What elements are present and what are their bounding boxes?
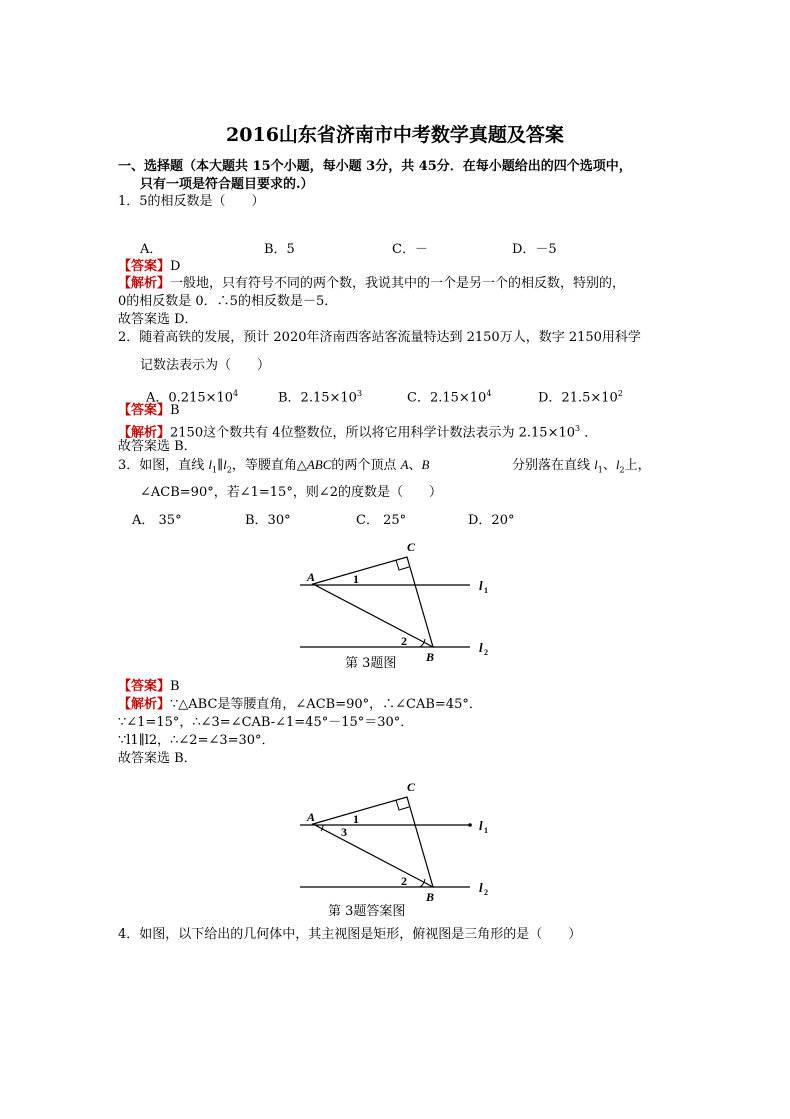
q2-option-c-exp: 4 <box>486 389 492 398</box>
q1-option-c: C．－ <box>392 242 428 257</box>
q1-conclusion: 故答案选 D． <box>118 312 198 327</box>
q2-option-a-exp: 4 <box>233 389 239 398</box>
q2-option-a-label: A．0.215×10 <box>146 390 234 406</box>
label-l2: l <box>479 640 483 655</box>
q2-answer: B <box>170 403 180 418</box>
label-l1: l <box>479 818 483 833</box>
label-l1-sub: 1 <box>484 586 488 595</box>
label-b: B <box>426 890 435 904</box>
q3-parallel: ∥ <box>217 458 224 473</box>
label-a: A <box>307 810 316 824</box>
q2-answer-row <box>118 403 180 419</box>
right-angle-mark <box>396 560 409 570</box>
q1-option-d: D．－5 <box>512 242 557 257</box>
page-title: 2016山东省济南市中考数学真题及答案 <box>226 124 564 146</box>
analysis-tag: 【解析】 <box>118 276 171 291</box>
q3-figure <box>295 535 495 665</box>
label-b: B <box>426 650 435 664</box>
q3-option-c: C． 25° <box>356 513 407 528</box>
q3-stem-d: 分别落在直线 <box>512 458 595 473</box>
line-l1-endpoint <box>468 823 472 827</box>
label-angle-3: 3 <box>341 825 347 839</box>
q2-option-c <box>407 386 491 406</box>
q2-option-c-label: C．2.15×10 <box>407 390 487 406</box>
section-heading-line2: 只有一项是符合题目要求的.） <box>140 177 314 192</box>
q3-stem-line1 <box>118 457 429 479</box>
q3-option-b: B．30° <box>245 513 291 528</box>
q2-option-b <box>278 386 362 406</box>
q3-l1-sub: 1 <box>212 465 218 475</box>
q2-stem-line2: 记数法表示为（ ） <box>140 358 271 373</box>
q2-analysis-end: ． <box>580 425 598 441</box>
right-angle-mark <box>396 800 409 810</box>
q3-comma: 、 <box>408 458 422 473</box>
answer-tag: 【答案】 <box>118 679 171 694</box>
q3-abc: ABC <box>306 457 332 472</box>
label-angle-2: 2 <box>401 634 407 648</box>
q3-option-a: A． 35° <box>132 513 182 528</box>
q3-answer: B <box>170 679 180 694</box>
triangle-abc <box>313 557 433 647</box>
q3-option-d: D．20° <box>468 513 515 528</box>
q3-figure-caption: 第 3题图 <box>345 656 397 671</box>
q3-l1b: l <box>594 457 598 472</box>
q3-stem-c: 的两个顶点 <box>331 458 401 473</box>
label-angle-1: 1 <box>353 812 359 826</box>
q3-answer-row <box>118 679 180 695</box>
q2-option-b-label: B．2.15×10 <box>278 390 357 406</box>
q2-conclusion: 故答案选 B． <box>118 439 197 454</box>
q3-stem-a: 3．如图，直线 <box>118 458 209 473</box>
label-l2: l <box>479 880 483 895</box>
label-l1-sub: 1 <box>484 826 488 835</box>
q3-l2b-sub: 2 <box>619 465 625 475</box>
q2-option-d-exp: 2 <box>617 389 623 398</box>
q3-comma2: 、 <box>602 458 616 473</box>
q1-analysis-line2: 0的相反数是 0．∴5的相反数是－5． <box>118 294 338 309</box>
analysis-tag: 【解析】 <box>118 425 171 441</box>
q2-option-b-exp: 3 <box>356 389 363 398</box>
q3-l1b-sub: 1 <box>597 465 603 475</box>
q4-stem: 4．如图，以下给出的几何体中，其主视图是矩形，俯视图是三角形的是（ ） <box>118 927 582 942</box>
label-c: C <box>407 780 416 794</box>
q3-l1: l <box>208 457 213 472</box>
q3-analysis-row <box>118 697 482 713</box>
q3-conclusion: 故答案选 B． <box>118 751 197 766</box>
q3-a: A <box>400 457 409 472</box>
answer-tag: 【答案】 <box>118 259 171 274</box>
q3-l2: l <box>223 457 227 472</box>
q3-analysis-line3: ∵l1∥l2，∴∠2=∠3=30°． <box>118 733 275 748</box>
q2-stem-line1: 2．随着高铁的发展，预计 2020年济南西客站客流量特达到 2150万人，数字 2150用科学 <box>118 330 641 345</box>
q3-b: B <box>421 457 430 472</box>
q3-stem-b: ，等腰直角△ <box>231 458 307 473</box>
label-a: A <box>307 570 316 584</box>
q3-l2b: l <box>615 457 620 472</box>
label-angle-1: 1 <box>353 572 359 586</box>
q3-answer-figure <box>295 775 495 905</box>
triangle-abc <box>313 797 433 887</box>
q2-analysis: 2150这个数共有 4位整数位，所以将它用科学计数法表示为 2.15×10 <box>170 425 576 441</box>
analysis-tag: 【解析】 <box>118 697 171 712</box>
label-l2-sub: 2 <box>484 888 488 897</box>
q1-analysis-row <box>118 276 625 292</box>
q3-answer-figure-caption: 第 3题答案图 <box>328 904 406 919</box>
label-angle-2: 2 <box>401 874 407 888</box>
answer-tag: 【答案】 <box>118 403 171 418</box>
label-c: C <box>407 540 416 554</box>
label-l2-sub: 2 <box>484 648 488 657</box>
q2-analysis-exp: 3 <box>575 424 581 433</box>
section-heading-line1: 一、选择题（本大题共 15个小题，每小题 3分，共 45分．在每小题给出的四个选项中， <box>118 159 632 174</box>
q1-answer-row <box>118 259 180 275</box>
q3-stem-line1-end <box>512 457 651 479</box>
q1-answer: D <box>170 259 181 274</box>
q3-l2-sub: 2 <box>226 465 232 475</box>
q1-option-b: B．5 <box>264 242 295 257</box>
q3-stem-line2: ∠ACB=90°，若∠1=15°，则∠2的度数是（ ） <box>140 485 442 500</box>
q1-analysis-line1: 一般地，只有符号不同的两个数，我说其中的一个是另一个的相反数，特别的， <box>170 276 626 291</box>
q3-analysis-line1: ∵△ABC是等腰直角，∠ACB=90°，∴∠CAB=45°． <box>170 697 482 712</box>
label-l1: l <box>479 578 483 593</box>
q3-stem-e: 上， <box>624 458 651 473</box>
q3-analysis-line2: ∵∠1=15°，∴∠3=∠CAB-∠1=45°－15°＝30°． <box>118 715 414 730</box>
q2-option-d-label: D．21.5×10 <box>538 390 618 406</box>
q1-option-a: A． <box>140 242 163 257</box>
q1-stem: 1．5的相反数是（ ） <box>118 194 265 209</box>
q2-option-d <box>538 386 623 406</box>
